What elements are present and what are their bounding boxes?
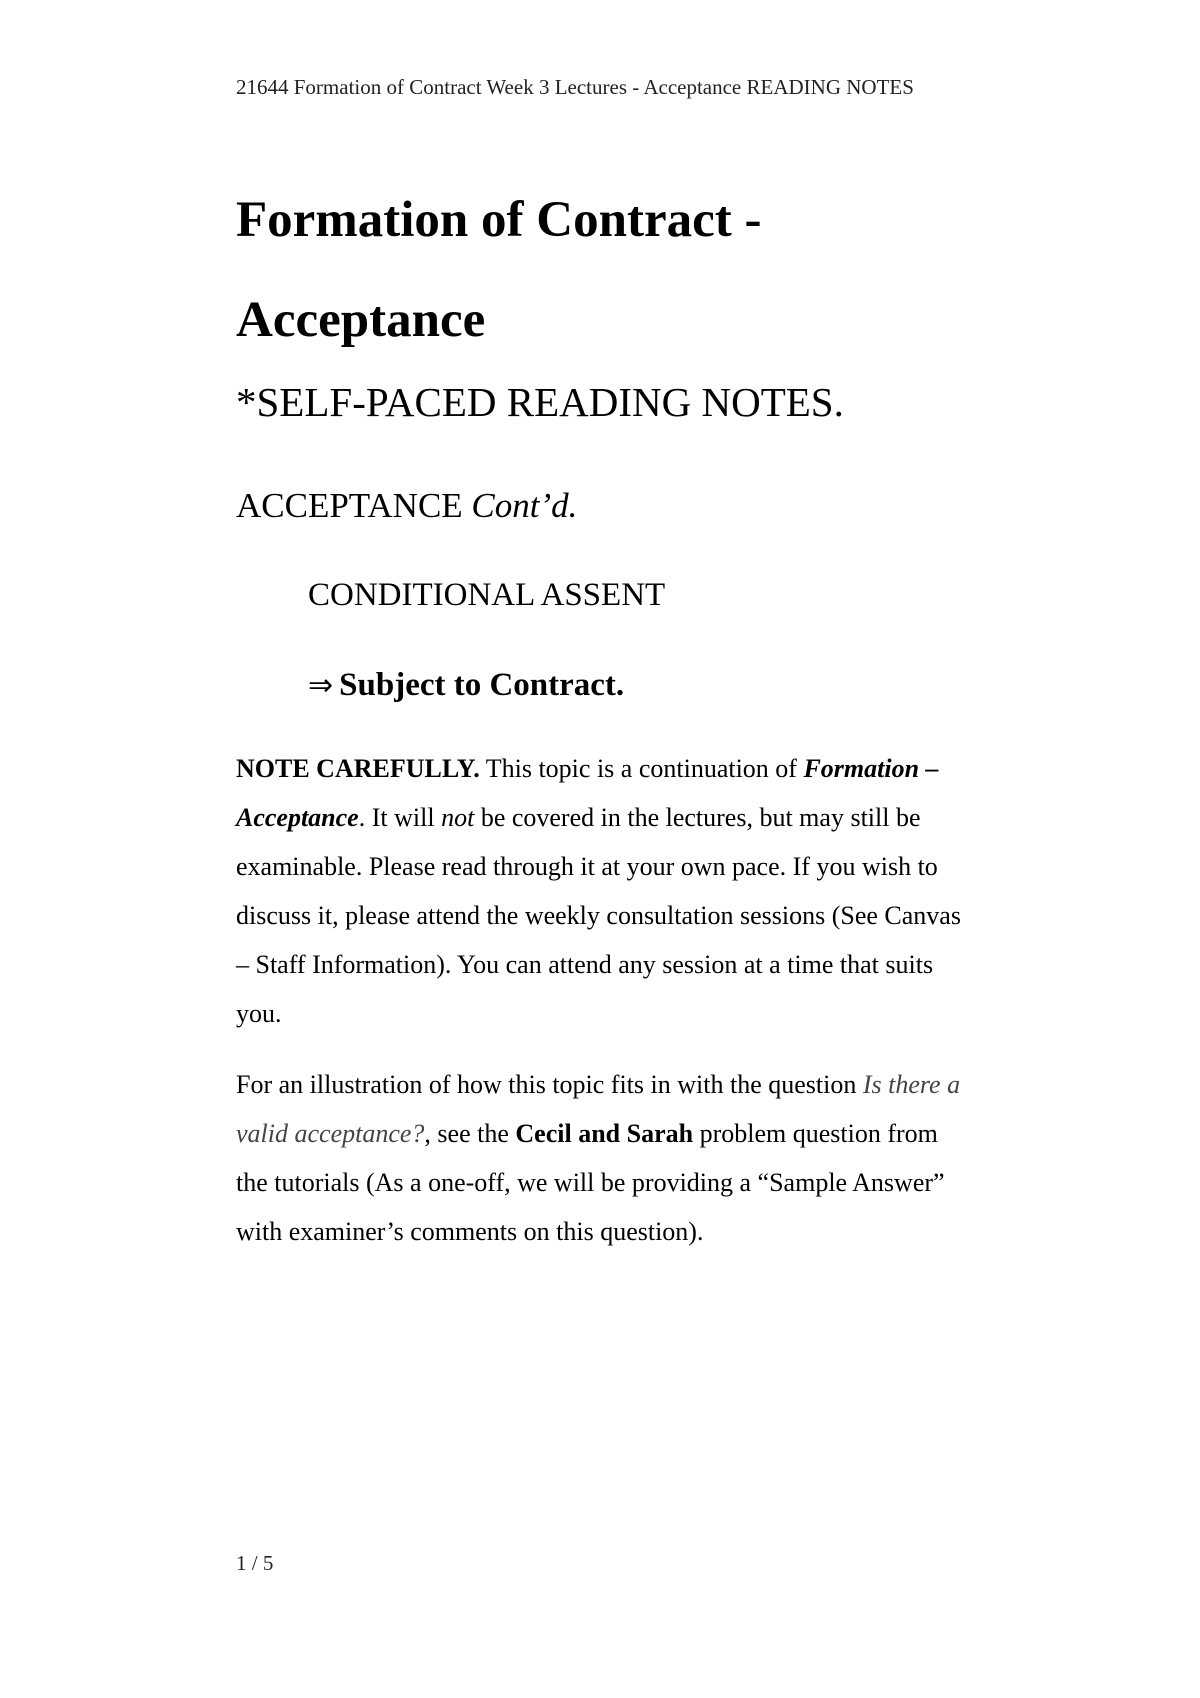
section-heading-text: ACCEPTANCE (236, 486, 472, 525)
title-line-2: Acceptance (236, 292, 486, 348)
sub-heading-conditional-assent: CONDITIONAL ASSENT (308, 577, 666, 613)
note-text-a: This topic is a continuation of (479, 754, 804, 783)
note-text-c: be covered in the lectures, but may still be examinable. Please read through it at your own pace. If you wish to discuss it, please attend the weekly consultation sessions (See Canvas – Staff Information). You can attend any session at a time that suits you. (236, 803, 961, 1028)
illustration-text-c: problem question from the tutorials (As a one-off, we will be providing a “Sample Answer” with examiner’s comments on this question). (236, 1119, 945, 1246)
subtitle: *SELF-PACED READING NOTES. (236, 379, 844, 425)
note-text-b: . It will (358, 803, 442, 832)
page-title (236, 170, 1056, 370)
illustration-names: Cecil and Sarah (515, 1119, 694, 1148)
section-heading (236, 482, 577, 530)
note-topic: Formation – Acceptance (236, 754, 939, 832)
section-heading-italic: Cont’d. (471, 486, 578, 525)
illustration-question: Is there a valid acceptance? (236, 1070, 961, 1148)
implies-bullet (308, 662, 624, 709)
illustration-text-a: For an illustration of how this topic fits in with the question (236, 1070, 863, 1099)
running-header: 21644 Formation of Contract Week 3 Lectures - Acceptance READING NOTES (236, 75, 914, 99)
bullet-text: Subject to Contract. (339, 667, 625, 703)
note-paragraph (236, 744, 976, 1038)
page-number: 1 / 5 (236, 1551, 274, 1575)
implies-arrow-icon: ⇒ (308, 668, 334, 703)
note-lead: NOTE CAREFULLY. (236, 754, 480, 783)
note-emphasis: not (441, 803, 475, 832)
illustration-paragraph (236, 1060, 976, 1256)
illustration-text-b: , see the (424, 1119, 516, 1148)
title-line-1: Formation of Contract - (236, 192, 762, 248)
